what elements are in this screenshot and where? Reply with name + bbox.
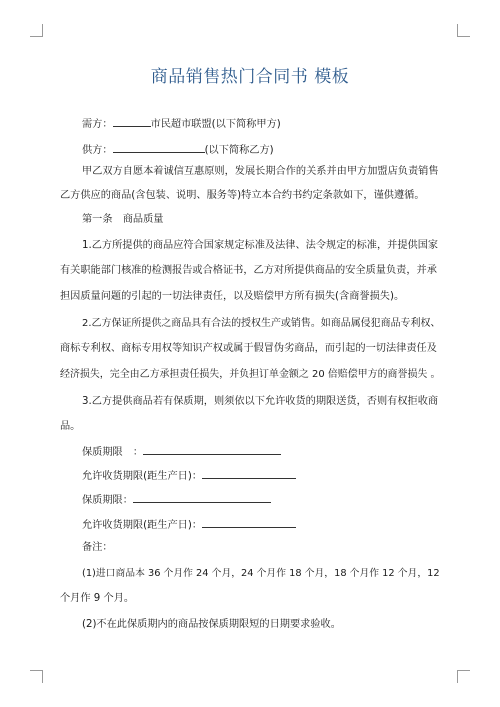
item-3-line-2: 品。 — [60, 421, 81, 432]
buyer-line — [82, 115, 281, 132]
buyer-label: 需方： — [82, 119, 113, 130]
document-title: 商品销售热门合同书 模板 — [150, 67, 350, 87]
item-1-line-2: 有关职能部门核准的检测报告或合格证书，乙方对所提供商品的安全质量负责，并承 — [60, 265, 437, 276]
intro-line-2: 乙方供应的商品(含包装、说明、服务等)特立本合约书约定条款如下，谨供遵循。 — [60, 190, 425, 201]
supplier-blank — [113, 141, 205, 153]
article-1-heading: 第一条 商品质量 — [82, 214, 164, 225]
crop-mark-top-right — [457, 24, 470, 37]
item-1-line-3: 担因质量问题的引起的一切法律责任，以及赔偿甲方所有损失(含商誉损失)。 — [60, 291, 405, 302]
receiving-period-blank — [202, 467, 296, 479]
receiving-period-blank-2 — [202, 516, 296, 528]
shelf-life-field-2 — [82, 491, 271, 508]
item-2-line-2: 商标专利权、商标专用权等知识产权或属于假冒伪劣商品，而引起的一切法律责任及 — [60, 343, 437, 354]
crop-mark-bottom-right — [457, 670, 470, 683]
intro-line-1: 甲乙双方自愿本着诚信互惠原则，发展长期合作的关系并由甲方加盟店负责销售 — [82, 166, 439, 177]
supplier-line — [82, 141, 274, 158]
item-2-line-1: 2.乙方保证所提供之商品具有合法的授权生产或销售。如商品属侵犯商品专利权、 — [82, 318, 441, 329]
notes-heading: 备注： — [82, 542, 113, 553]
shelf-life-blank-2 — [133, 491, 271, 503]
item-2-line-3: 经济损失，完全由乙方承担责任损失，并负担订单金额之 20 倍赔偿甲方的商誉损失 。 — [60, 369, 441, 380]
note-1-line-2: 个月作 9 个月。 — [60, 593, 135, 604]
receiving-period-field — [82, 467, 296, 484]
supplier-label: 供方： — [82, 145, 113, 156]
shelf-life-blank — [143, 443, 281, 455]
supplier-value: (以下简称乙方) — [204, 145, 274, 156]
buyer-value: 市民超市联盟(以下简称甲方) — [150, 119, 281, 130]
receiving-period-label: 允许收货期限(距生产日)： — [82, 471, 203, 482]
note-1-line-1: (1)进口商品本 36 个月作 24 个月，24 个月作 18 个月，18 个月作 12 个月，12 — [82, 568, 440, 579]
note-2: (2)不在此保质期内的商品按保质期限短的日期要求验收。 — [82, 619, 341, 630]
crop-mark-top-left — [30, 24, 43, 37]
item-3-line-1: 3.乙方提供商品若有保质期，则须依以下允许收货的期限送货，否则有权拒收商 — [82, 396, 439, 407]
buyer-blank — [113, 115, 151, 127]
item-1-line-1: 1.乙方所提供的商品应符合国家规定标准及法律、法令规定的标准，并提供国家 — [82, 240, 439, 251]
receiving-period-field-2 — [82, 516, 296, 533]
shelf-life-label: 保质期限 ： — [82, 447, 144, 458]
receiving-period-label-2: 允许收货期限(距生产日)： — [82, 520, 203, 531]
shelf-life-field — [82, 443, 281, 460]
shelf-life-label-2: 保质期限： — [82, 495, 133, 506]
crop-mark-bottom-left — [30, 670, 43, 683]
